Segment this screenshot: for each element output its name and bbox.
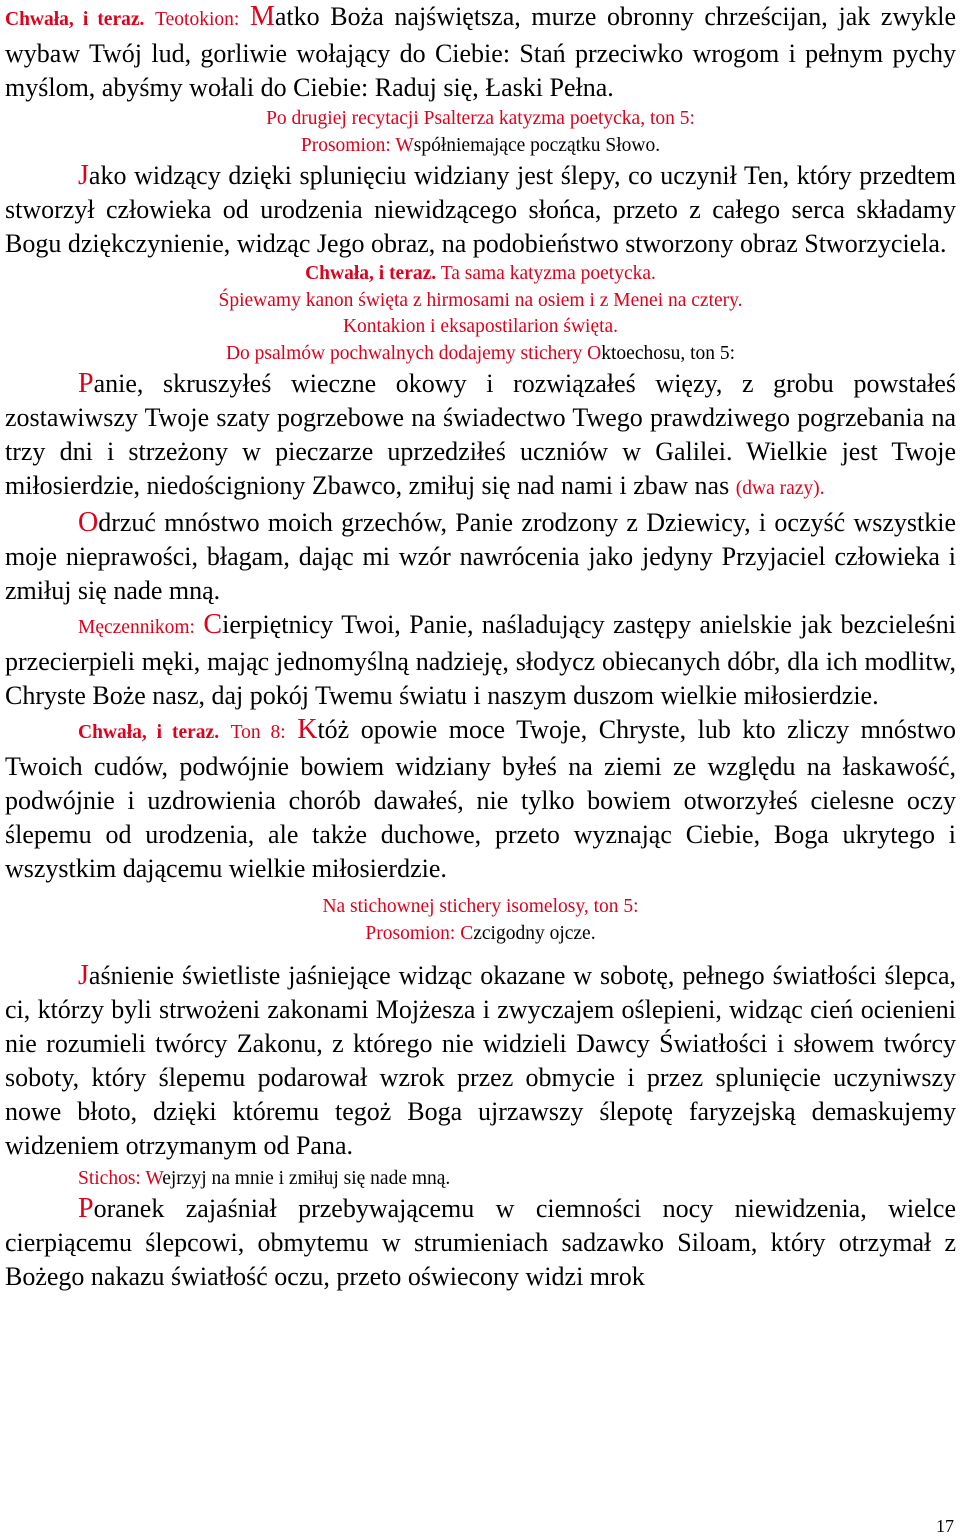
paragraph-martyrs xyxy=(5,608,956,713)
rubric-prosomion: Prosomion: W xyxy=(300,134,414,156)
paragraph-text: aśnienie świetliste jaśniejące widząc okazane w sobotę, pełnego światłości ślepca, ci, którzy byli strwożeni zakonami Mojżesza i zwyczajem oślepieni, widząc cień ocienieni nie rozumieli twórcy Zakonu, z którego nie widzieli Dawcy Światłości i słowem twórcy soboty, który ślepemu podarował wzrok przez obmycie i przez splunięcie uczyniwszy nowe błoto, dzięki któremu tegoż Boga ujrzawszy ślepotę faryzejską demaskujemy widzeniem otrzymanym od Pana. xyxy=(5,961,956,1160)
rubric-glory-label: Chwała, i teraz. xyxy=(305,263,437,284)
prosomion-text: zcigodny ojcze. xyxy=(473,922,596,944)
rubric-line: Ta sama katyzma poetycka. xyxy=(440,263,656,284)
rubric-line: Kontakion i eksapostilarion święta. xyxy=(342,316,619,337)
initial-letter: K xyxy=(297,714,318,745)
rubric-stichos: Stichos: W xyxy=(78,1168,163,1189)
rubric-heading xyxy=(5,894,956,921)
rubric-line: Do psalmów pochwalnych dodajemy stichery xyxy=(225,342,588,364)
initial-letter: O xyxy=(78,507,99,538)
initial-letter: P xyxy=(78,368,94,399)
initial-letter: M xyxy=(249,1,275,32)
initial-letter: J xyxy=(78,160,89,191)
rubric-heading xyxy=(5,261,956,288)
paragraph-aposticha-2 xyxy=(5,1192,956,1294)
paragraph-text: oranek zajaśniał przebywającemu w ciemności nocy niewidzenia, wielce cierpiącemu ślepcowi, obmytemu w strumieniach sadzawko Siloam, który otrzymał z Bożego nakazu światłość oczu, przeto oświecony widzi mrok xyxy=(5,1194,956,1291)
rubric-heading xyxy=(5,288,956,315)
initial-letter: J xyxy=(78,960,89,991)
paragraph-text: ako widzący dzięki splunięciu widziany jest ślepy, co uczynił Ten, który przedtem stworzył człowieka od urodzenia niewidzącego słońca, przeto z całego serca składamy Bogu dziękczynienie, widząc Jego obraz, na podobieństwo stworzony obraz Stworzyciela. xyxy=(5,161,956,258)
paragraph-text: ierpiętnicy Twoi, Panie, naśladujący zastępy anielskie jak bezcieleśni przecierpieli męki, mając jednomyślną nadzieję, słodycz obiecanych dóbr, dla ich modlitw, Chryste Boże nasz, daj pokój Twemu światu i naszym duszom wielkie miłosierdzie. xyxy=(5,610,956,710)
rubric-heading xyxy=(5,314,956,341)
rubric-line: Po drugiej recytacji Psalterza katyzma poetycka, ton 5: xyxy=(266,108,695,129)
stichos-text: ejrzyj na mnie i zmiłuj się nade mną. xyxy=(162,1168,451,1189)
rubric-heading xyxy=(5,106,956,133)
initial-letter: P xyxy=(78,1193,94,1224)
rubric-glory-label: Chwała, i teraz. xyxy=(5,9,145,30)
rubric-prosomion: Prosomion: C xyxy=(365,922,474,944)
rubric-line: Śpiewamy kanon święta z hirmosami na osiem i z Menei na cztery. xyxy=(218,289,743,311)
rubric-teotokion: Teotokion: xyxy=(155,9,240,30)
rubric-martyrs: Męczennikom: xyxy=(78,617,195,638)
rubric-heading xyxy=(5,921,956,948)
rubric-glory-label: Chwała, i teraz. xyxy=(78,722,220,743)
paragraph-text: anie, skruszyłeś wieczne okowy i rozwiązałeś więzy, z grobu powstałeś zostawiwszy Twoje szaty pogrzebowe na świadectwo Twego prawdziwego pogrzebania na trzy dni i strzeżony w pieczarze uprzedziłeś uczniów w Galilei. Wielkie jest Twoje miłosierdzie, niedościgniony Zbawco, zmiłuj się nad nami i zbaw nas xyxy=(5,369,956,500)
rubric-line-black: ktoechosu, ton 5: xyxy=(601,342,736,364)
rubric-heading xyxy=(5,133,956,160)
rubric-tone: Ton 8: xyxy=(230,722,286,743)
page-number: 17 xyxy=(936,1516,954,1536)
paragraph-text: drzuć mnóstwo moich grzechów, Panie zrodzony z Dziewicy, i oczyść wszystkie moje nieprawości, błagam, dając mi wzór nawrócenia jako jedyny Przyjaciel człowieka i zmiłuj się nade mną. xyxy=(5,508,956,605)
initial-letter: C xyxy=(203,609,223,640)
rubric-note: (dwa razy). xyxy=(735,478,825,499)
paragraph-stichos xyxy=(5,1166,956,1192)
prosomion-text: spółniemające początku Słowo. xyxy=(413,134,661,156)
paragraph-text: atko Boża najświętsza, murze obronny chrześcijan, jak zwykle wybaw Twój lud, gorliwie wołający do Ciebie: Stań przeciwko wrogom i pełnym pychy myślom, abyśmy wołali do Ciebie: Raduj się, Łaski Pełna. xyxy=(5,2,956,102)
rubric-line: O xyxy=(587,342,602,364)
rubric-heading xyxy=(5,341,956,368)
paragraph-text: tóż opowie moce Twoje, Chryste, lub kto zliczy mnóstwo Twoich cudów, podwójnie bowiem widziany byłeś na ziemi ze względu na łaskawość, podwójnie i uzdrowienia chorób dawałeś, nie tylko bowiem otworzyłeś cielesne oczy ślepemu od urodzenia, ale także duchowe, przeto wyznając Ciebie, Boga ukrytego i wszystkim dającemu wielkie miłosierdzie. xyxy=(5,715,957,883)
document-page xyxy=(5,0,956,1294)
rubric-line: Na stichownej stichery isomelosy, ton 5: xyxy=(322,896,639,917)
paragraph-glory-tone8 xyxy=(5,713,956,886)
paragraph-sticheron-2 xyxy=(5,506,956,608)
paragraph-aposticha-1 xyxy=(5,959,956,1163)
paragraph-sticheron-1 xyxy=(5,367,956,506)
paragraph-katyzma xyxy=(5,159,956,261)
paragraph-theotokion xyxy=(5,0,956,105)
